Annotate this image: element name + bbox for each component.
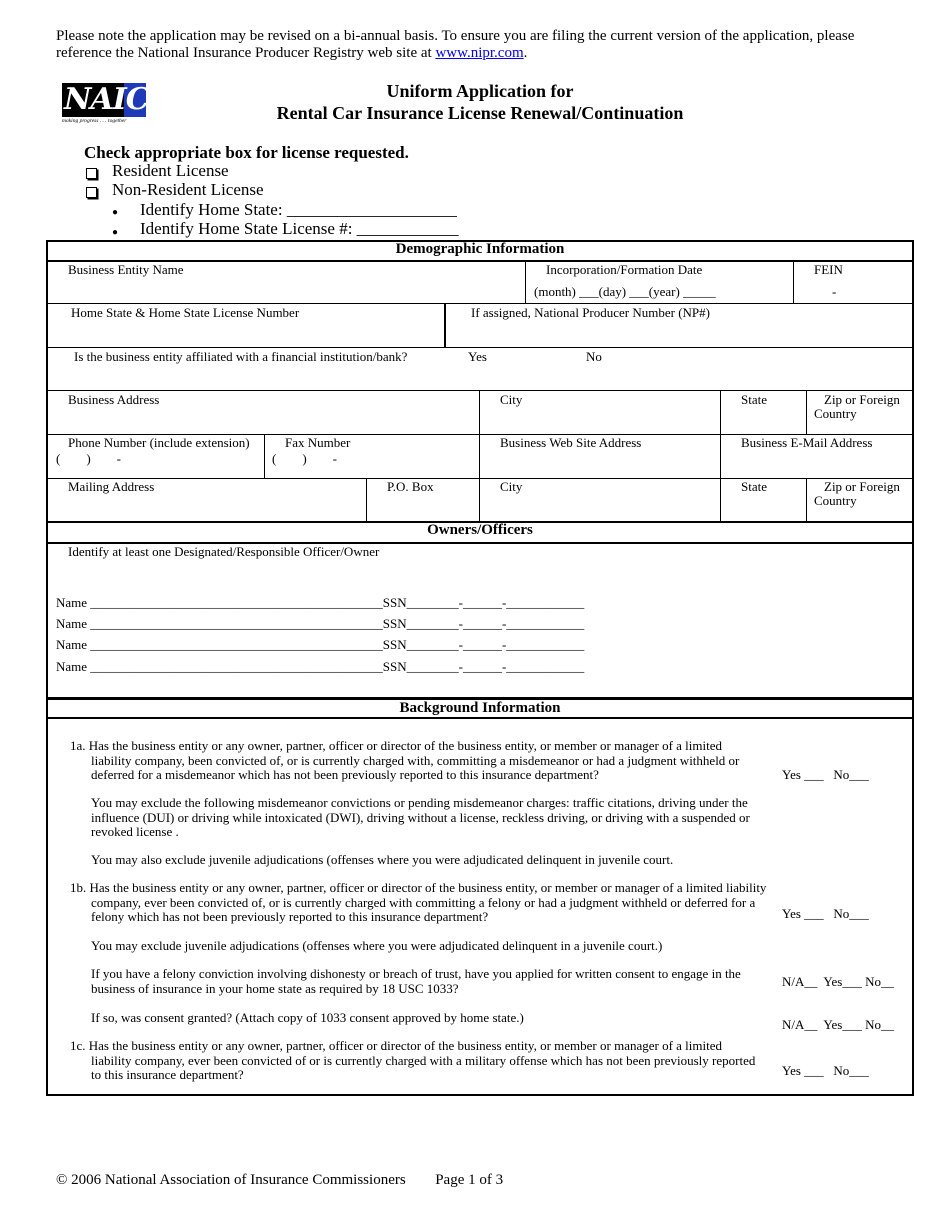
resident-checkbox[interactable] [86,168,97,179]
owner-row-4[interactable]: Name _____________________________________________SSN________-______-____________ [56,659,585,674]
phone-label: Phone Number (include extension) [68,435,250,450]
owner-row-2[interactable]: Name _____________________________________________SSN________-______-____________ [56,616,585,631]
incorporation-date-label: Incorporation/Formation Date [546,262,703,277]
nonresident-checkbox[interactable] [86,187,97,198]
bullet-icon: ● [112,227,119,238]
affiliated-question: Is the business entity affiliated with a financial institution/bank? [74,349,408,364]
home-state-field[interactable]: Identify Home State: ____________________ [140,200,457,219]
fax-label: Fax Number [285,435,351,450]
incorporation-date-field[interactable]: (month) ___(day) ___(year) _____ [534,284,716,299]
state-label: State [741,392,767,407]
naic-logo: NAIC making progress . . . together [62,82,149,124]
question-1c: 1c. Has the business entity or any owner, partner, officer or director of the business entity, or member or manager of a limited liability company, ever been convicted of or is currently charged with a military offense which has not been previously reported to this insurance department? [70,1038,756,1082]
license-heading: Check appropriate box for license requested. [84,143,409,162]
note-1a-misdemeanor: You may exclude the following misdemeanor convictions or pending misdemeanor charges: traffic citations, driving under the influence (DUI) or driving while intoxicated (DWI), driving without a license, reckless driving, or driving with a suspended or revoked license . [91,795,750,839]
city-label: City [500,392,523,407]
owner-row-1[interactable]: Name _____________________________________________SSN________-______-____________ [56,595,585,610]
question-1b-felony: If you have a felony conviction involving dishonesty or breach of trust, have you applied for written consent to engage in the business of insurance in your home state as required by 18 USC 1033? [91,966,741,996]
email-label: Business E-Mail Address [741,435,873,450]
question-1b: 1b. Has the business entity or any owner, partner, officer or director of the business entity, or member or manager of a limited liability company, ever been convicted of, or is currently charged with committing a felony or had a judgment withheld or deferred for a felony which has not been previously reported to this insurance department? [70,880,767,924]
owner-row-3[interactable]: Name _____________________________________________SSN________-______-____________ [56,637,585,652]
page-number: Page 1 of 3 [435,1172,504,1188]
answer-1a[interactable]: Yes ___ No___ [782,767,869,782]
state-label-2: State [741,479,767,494]
owners-heading: Owners/Officers [427,522,533,538]
mailing-address-label: Mailing Address [68,479,155,494]
business-entity-name-label: Business Entity Name [68,262,184,277]
question-1b-consent: If so, was consent granted? (Attach copy of 1033 consent approved by home state.) [91,1010,524,1025]
question-1a: 1a. Has the business entity or any owner, partner, officer or director of the business entity, or member or manager of a limited liability company, been convicted of, or is currently charged with, committing a misdemeanor or had a judgment withheld or deferred for a misdemeanor which has not been previously reported to this insurance department? [70,738,740,782]
phone-field[interactable]: ( ) - [56,451,121,466]
footer [56,1172,503,1189]
website-label: Business Web Site Address [500,435,642,450]
resident-label: Resident License [112,161,229,180]
answer-1b[interactable]: Yes ___ No___ [782,906,869,921]
bullet-icon: ● [112,207,119,218]
affiliated-no[interactable]: No [586,349,602,364]
answer-1c[interactable]: Yes ___ No___ [782,1063,869,1078]
form-title: Uniform Application for Rental Car Insurance License Renewal/Continuation [276,81,684,123]
note-1a-juvenile: You may also exclude juvenile adjudications (offenses where you were adjudicated delinquent in juvenile court. [91,852,674,867]
zip-label: Zip or Foreign Country [814,392,900,421]
fein-label: FEIN [814,262,843,277]
affiliated-yes[interactable]: Yes [468,349,487,364]
fax-field[interactable]: ( ) - [272,451,337,466]
fein-field[interactable]: - [832,284,837,299]
answer-1b-consent[interactable]: N/A__ Yes___ No__ [782,1017,894,1032]
home-state-license-field[interactable]: Identify Home State License #: ____________ [140,219,459,238]
nonresident-label: Non-Resident License [112,180,264,199]
po-box-label: P.O. Box [387,479,434,494]
demographic-heading: Demographic Information [395,241,565,257]
zip-label-2: Zip or Foreign Country [814,479,900,508]
background-heading: Background Information [399,700,561,716]
npn-label: If assigned, National Producer Number (NP#) [471,305,710,320]
home-state-license-number-label: Home State & Home State License Number [71,305,300,320]
revision-notice: Please note the application may be revised on a bi-annual basis. To ensure you are filing the current version of the application, please reference the National Insurance Producer Registry web site at www.nipr.com. [56,28,855,61]
owners-instruction: Identify at least one Designated/Responsible Officer/Owner [68,544,380,559]
city-label-2: City [500,479,523,494]
note-1b-juvenile: You may exclude juvenile adjudications (offenses where you were adjudicated delinquent in a juvenile court.) [91,938,663,953]
business-address-label: Business Address [68,392,160,407]
answer-1b-felony[interactable]: N/A__ Yes___ No__ [782,974,894,989]
nipr-link[interactable]: www.nipr.com [435,45,524,61]
copyright: © 2006 National Association of Insurance Commissioners [56,1172,406,1188]
